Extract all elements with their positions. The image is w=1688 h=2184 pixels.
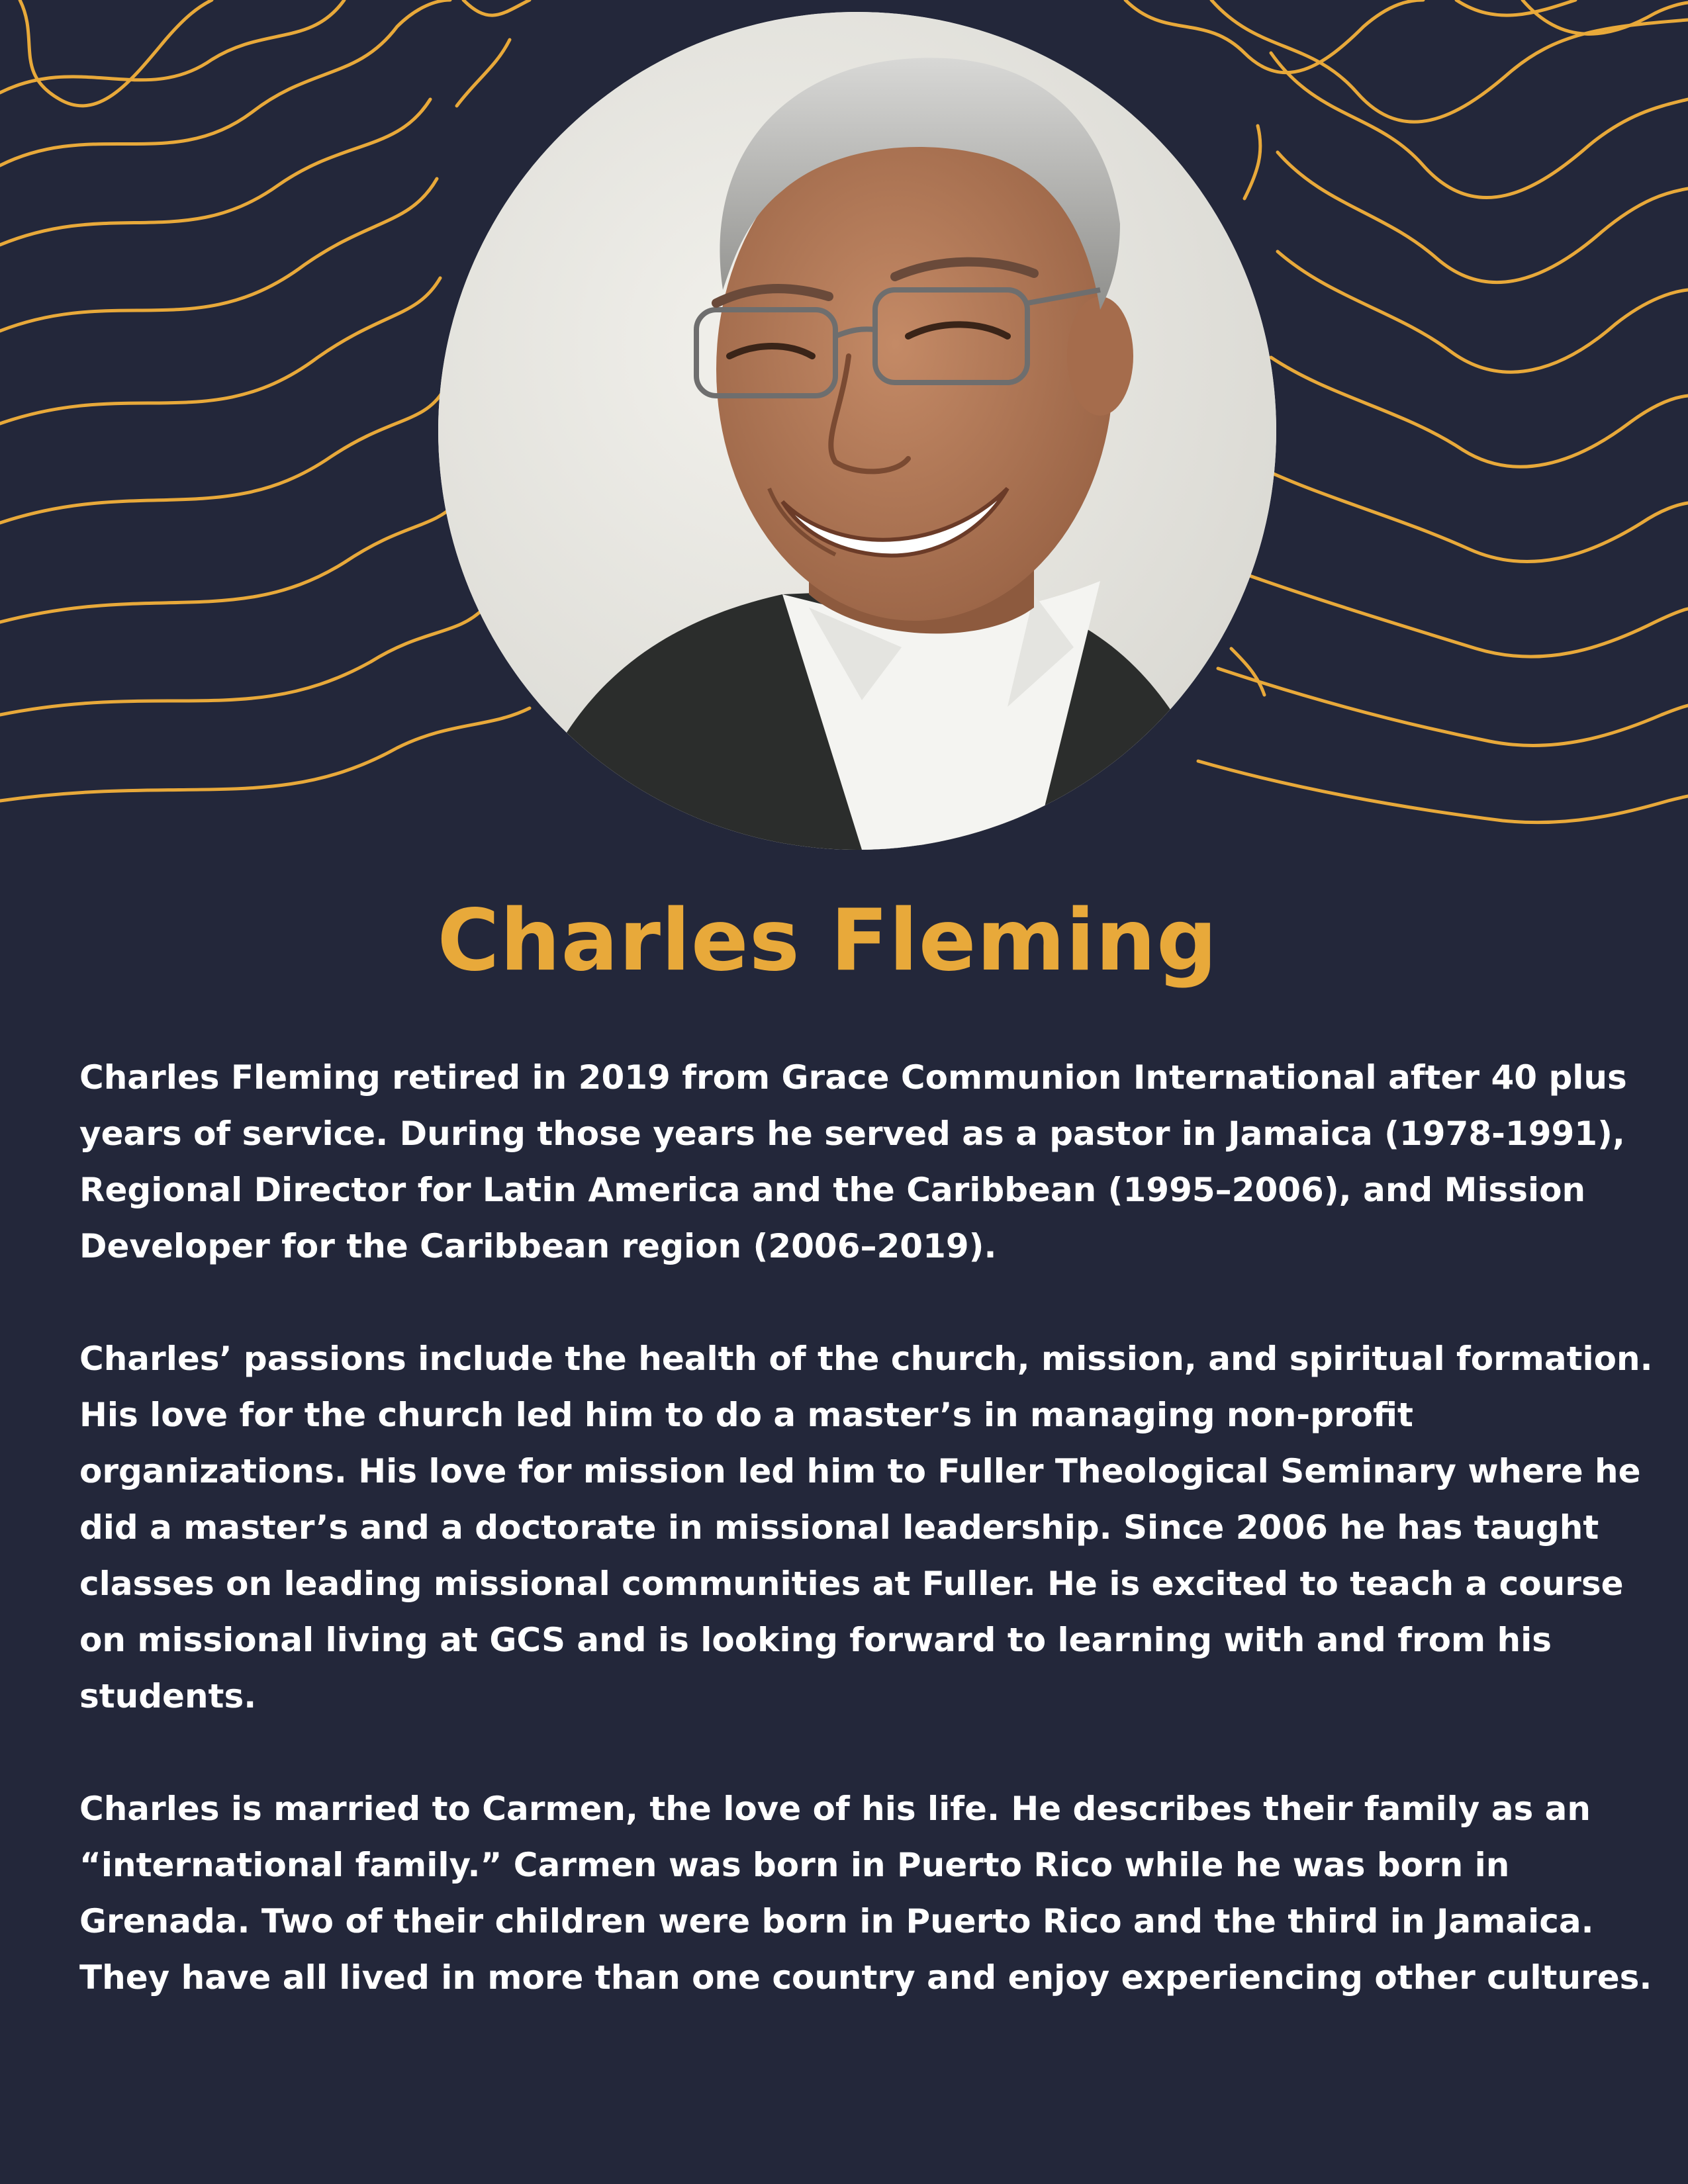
bio-paragraph-passions: Charles’ passions include the health of the church, mission, and spiritual formation. His love for the church led him to do a master’s in managing non-profit organizations. His love for mission led him to Fuller Theological Seminary where he did a master’s and a doctorate in missional leadership. Since 2006 he has taught classes on leading missional communities at Fuller. He is excited to teach a course on missional living at GCS and is looking forward to learning with and from his students. bbox=[79, 1340, 1653, 1715]
biography bbox=[79, 1050, 1668, 2006]
profile-photo bbox=[438, 12, 1276, 850]
bio-paragraph-family: Charles is married to Carmen, the love of his life. He describes their family as an “international family.” Carmen was born in Puerto Rico while he was born in Grenada. Two of their children were born in Puerto Rico and the third in Jamaica. They have all lived in more than one country and enjoy experiencing other cultures. bbox=[79, 1790, 1652, 1997]
bio-paragraph-career: Charles Fleming retired in 2019 from Grace Communion International after 40 plus years of service. During those years he served as a pastor in Jamaica (1978-1991), Regional Director for Latin America and the Caribbean (1995–2006), and Mission Developer for the Caribbean region (2006–2019). bbox=[79, 1058, 1627, 1265]
person-name: Charles Fleming bbox=[437, 891, 1218, 990]
profile-photo-illustration bbox=[438, 12, 1276, 850]
